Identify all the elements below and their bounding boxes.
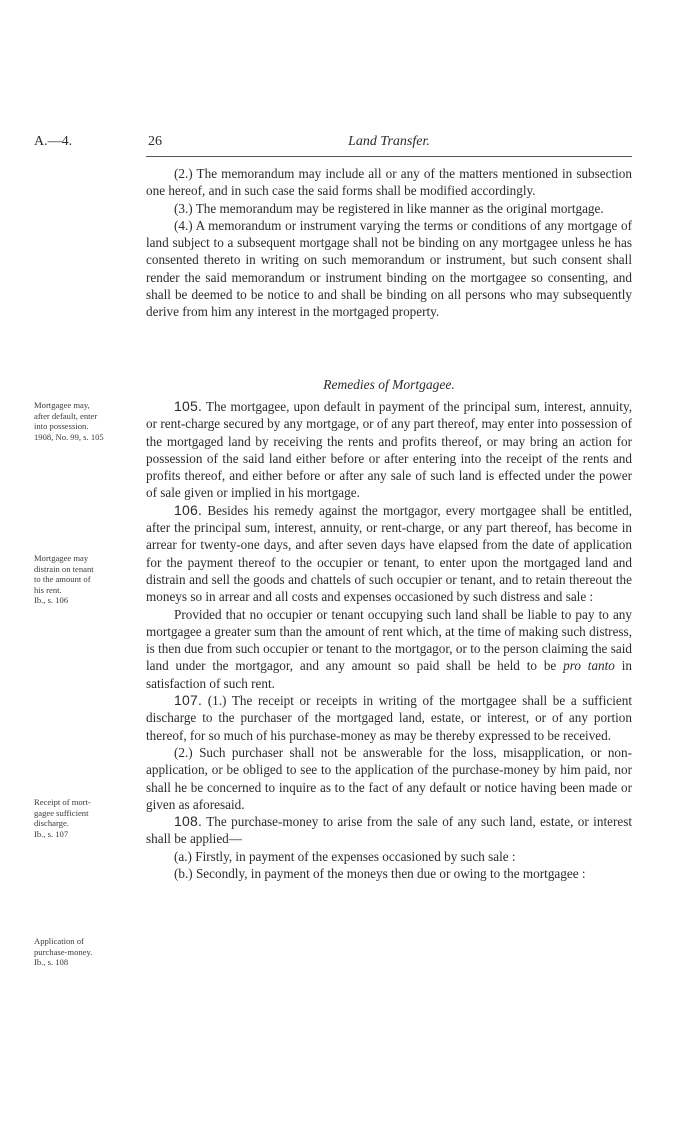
section-heading: Remedies of Mortgagee. <box>323 377 455 392</box>
section-107-subsection-2: (2.) Such purchaser shall not be answerable for the loss, misapplication, or non-application, or be obliged to see to the application of the purchase-money by him paid, nor shall he be concerned to inquire as to the fact of any default or notice having been made or given as aforesaid. <box>146 744 632 812</box>
section-106-text: Besides his remedy against the mortgagor, every mortgagee shall be entitled, after the principal sum, interest, annuity, or rent-charge, or any part thereof, has become in arrear for twenty-one days, and after seven days have elapsed from the date of application for the payment thereof to the occupier or tenant, to enter upon the mortgaged land and distrain and sell the goods and chattels of such occupier or tenant, and to retain thereout the moneys so in arrear and all costs and expenses occasioned by such distress and sale : <box>146 502 633 605</box>
proviso-text: Provided that no occupier or tenant occupying such land shall be liable to pay to any mortgagee a greater sum than the amount of rent which, at the time of making such distress, is then due from such occupier or tenant to the mortgagor, or to the person claiming the said land under the mortgagor, and any amount so paid shall be held to be <box>146 606 632 674</box>
section-number-106: 106. <box>174 501 203 518</box>
margin-note-106 <box>34 553 126 606</box>
margin-note-line: Mortgagee may <box>34 553 89 563</box>
margin-note-107 <box>34 797 126 839</box>
proviso-end: in satisfaction of such rent. <box>146 658 633 691</box>
section-105-text: The mortgagee, upon default in payment of the principal sum, interest, annuity, or rent-charge secured by any mortgage, or of any part thereof, may enter into possession of the mortgaged land by receiving the rents and profits thereof, or may bring an action for possession of the said land either before or after entering into the receipt of the rents and profits thereof, and either before or after any sale of such land is effected under the power of sale given or implied in his mortgage. <box>146 399 632 501</box>
margin-note-line: gagee sufficient <box>34 807 89 818</box>
paragraph-subsection-2: (2.) The memorandum may include all or any of the matters mentioned in subsection one hereof, and in such case the said forms shall be modified accordingly. <box>146 166 632 199</box>
margin-note-line: Ib., s. 107 <box>34 828 69 839</box>
remedies-body <box>146 398 632 882</box>
section-106 <box>146 502 632 606</box>
section-105 <box>146 398 632 502</box>
section-number-108: 108. <box>174 813 203 830</box>
page-number: 26 <box>148 134 162 149</box>
margin-note-line: Mortgagee may, <box>34 400 90 410</box>
margin-note-line: after default, enter <box>34 410 98 421</box>
margin-note-line: into possession. <box>34 421 89 431</box>
margin-note-line: 1908, No. 99, s. 105 <box>34 431 104 442</box>
section-104-continuation <box>146 165 632 321</box>
margin-note-line: distrain on tenant <box>34 563 94 574</box>
running-title: Land Transfer. <box>348 134 430 149</box>
section-106-proviso <box>146 606 632 692</box>
proviso-italic: pro tanto <box>563 658 615 674</box>
margin-note-line: purchase-money. <box>34 946 93 957</box>
margin-note-line: to the amount of <box>34 574 91 584</box>
margin-note-line: Receipt of mort- <box>34 797 91 807</box>
section-107 <box>146 692 632 744</box>
section-107-text: (1.) The receipt or receipts in writing of the mortgagee shall be a sufficient discharge to the purchaser of the mortgaged land, estate, or interest, or of any portion thereof, for so much of his purchase-money as may be thereby expressed to be received. <box>146 693 632 743</box>
section-108-item-b: (b.) Secondly, in payment of the moneys then due or owing to the mortgagee : <box>174 866 586 882</box>
margin-note-line: his rent. <box>34 584 62 595</box>
section-108 <box>146 813 632 848</box>
section-108-text: The purchase-money to arise from the sale of any such land, estate, or interest shall be applied— <box>146 814 633 847</box>
margin-note-105 <box>34 400 126 442</box>
section-number-105: 105. <box>174 398 203 414</box>
paragraph-subsection-4: (4.) A memorandum or instrument varying the terms or conditions of any mortgage of land subject to a subsequent mortgage shall not be binding on any mortgagee unless he has consented thereto in writing on such memorandum or instrument, but such consent shall render the said memorandum or instrument binding on the mortgagee so consenting, and shall be deemed to be notice to and shall be binding on all persons who may subsequently derive from him any interest in the mortgaged property. <box>146 217 632 320</box>
section-number-107: 107. <box>174 692 203 709</box>
margin-note-line: Application of <box>34 936 84 946</box>
margin-note-line: discharge. <box>34 818 69 828</box>
paragraph-subsection-3: (3.) The memorandum may be registered in like manner as the original mortgage. <box>174 200 604 216</box>
margin-note-108 <box>34 936 126 968</box>
margin-note-line: Ib., s. 108 <box>34 957 69 967</box>
page-header <box>0 134 700 156</box>
margin-note-line: Ib., s. 106 <box>34 595 69 605</box>
document-reference: A.—4. <box>34 134 73 149</box>
section-108-item-a: (a.) Firstly, in payment of the expenses occasioned by such sale : <box>174 848 516 864</box>
header-rule <box>146 156 632 157</box>
